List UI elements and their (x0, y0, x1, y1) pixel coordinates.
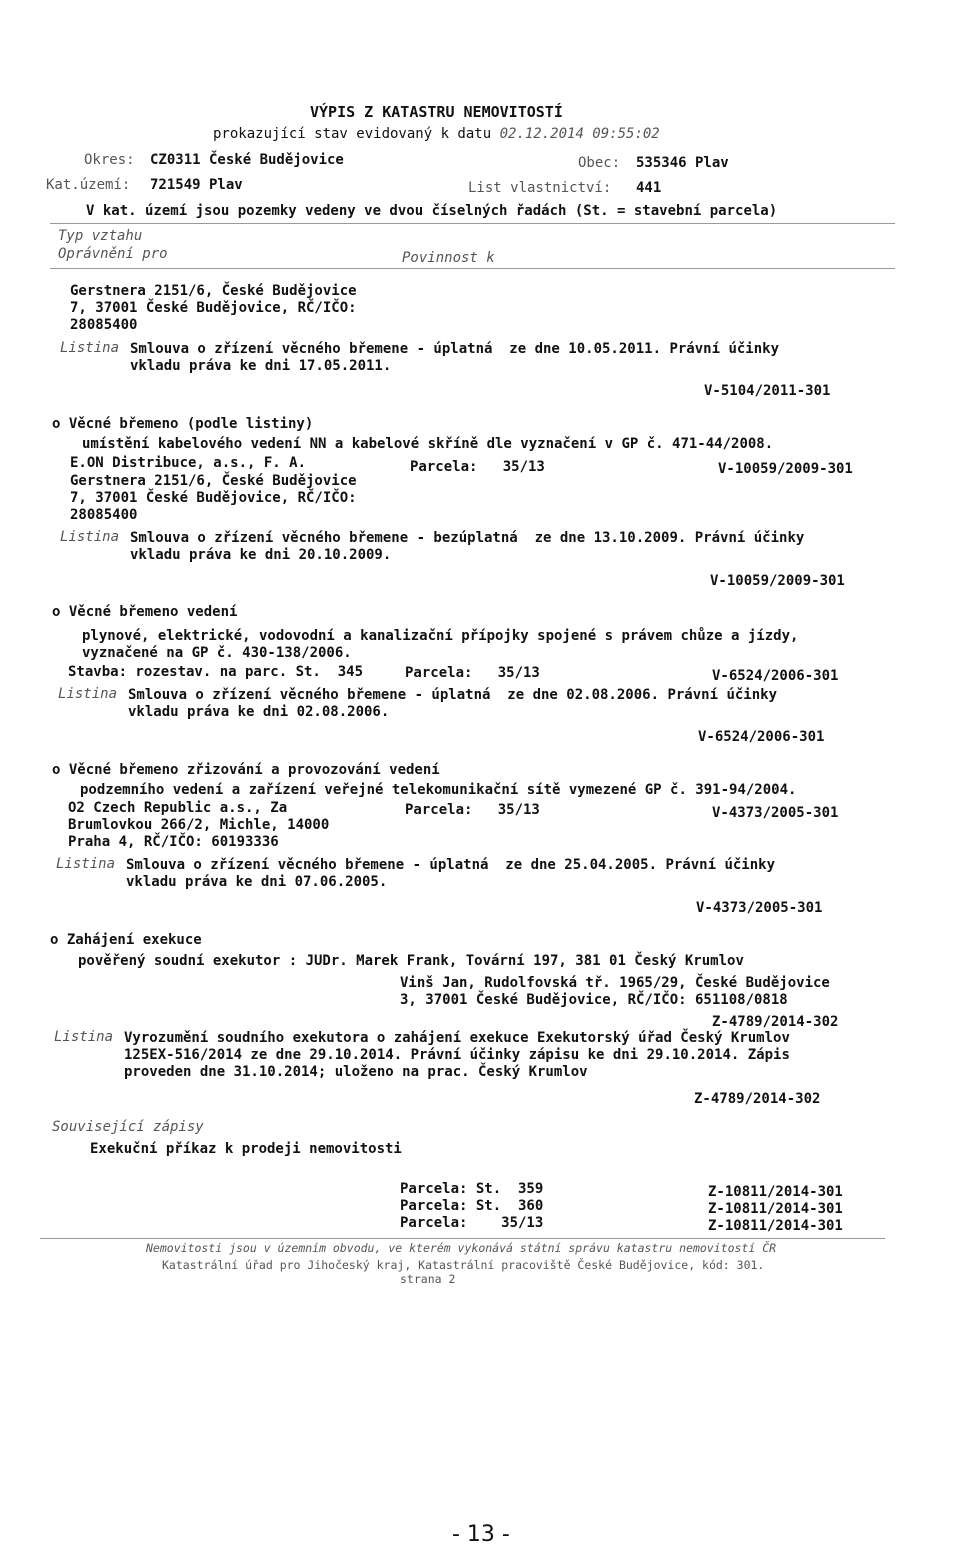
related-item: Exekuční příkaz k prodeji nemovitosti (90, 1141, 402, 1157)
entry1-ref: V-5104/2011-301 (704, 383, 831, 399)
entry1-party-line3: 28085400 (70, 317, 138, 333)
related-parcela-3: Parcela: 35/13 (400, 1215, 544, 1231)
entry5-listina-line1: Vyrozumění soudního exekutora o zahájení exekuce Exekutorský úřad Český Krumlov (124, 1030, 790, 1046)
entry3-listina-line1: Smlouva o zřízení věcného břemene - úplatná ze dne 02.08.2006. Právní účinky (128, 687, 778, 703)
footer-line1: Nemovitosti jsou v územním obvodu, ve kterém vykonává státní správu katastru nemovitostí ČR (146, 1241, 777, 1255)
related-parcela-ref-3: Z-10811/2014-301 (708, 1218, 843, 1234)
entry2-parcela: Parcela: 35/13 (410, 459, 545, 475)
related-parcela-ref-2: Z-10811/2014-301 (708, 1201, 843, 1217)
entry5-party-line1: Vinš Jan, Rudolfovská tř. 1965/29, České Budějovice (400, 975, 830, 991)
document-subtitle (213, 126, 660, 143)
entry2-listina-line1: Smlouva o zřízení věcného břemene - bezúplatná ze dne 13.10.2009. Právní účinky (130, 530, 805, 546)
footer-divider (40, 1238, 885, 1239)
columns-divider (50, 268, 895, 269)
kat-value: 721549 Plav (150, 177, 243, 193)
entry3-parcela-ref: V-6524/2006-301 (712, 668, 839, 684)
entry4-party-line2: Brumlovkou 266/2, Michle, 14000 (68, 817, 330, 833)
entry1-listina-line2: vkladu práva ke dni 17.05.2011. (130, 358, 392, 374)
entry1-listina-label: Listina (60, 340, 120, 356)
obec-value: 535346 Plav (636, 155, 729, 171)
entry3-description-line1: plynové, elektrické, vodovodní a kanalizační přípojky spojené s právem chůze a jízdy, (82, 628, 799, 644)
footer-line2: Katastrální úřad pro Jihočeský kraj, Katastrální pracoviště České Budějovice, kód: 301. (162, 1258, 765, 1272)
entry2-party-line3: 28085400 (70, 507, 138, 523)
entry3-title: o Věcné břemeno vedení (52, 604, 238, 620)
related-parcela-1: Parcela: St. 359 (400, 1181, 544, 1197)
entry3-parcela: Parcela: 35/13 (405, 665, 540, 681)
entry4-listina-label: Listina (56, 856, 116, 872)
entry3-listina-line2: vkladu práva ke dni 02.08.2006. (128, 704, 390, 720)
entry4-party-line1: O2 Czech Republic a.s., Za (68, 800, 288, 816)
header-divider (50, 223, 895, 224)
okres-value: CZ0311 České Budějovice (150, 152, 344, 168)
column-typ-vztahu: Typ vztahu (58, 228, 143, 244)
entry4-description: podzemního vedení a zařízení veřejné telekomunikační sítě vymezené GP č. 391-94/2004. (80, 782, 797, 798)
entry1-party-line1: Gerstnera 2151/6, České Budějovice (70, 283, 357, 299)
entry2-listina-line2: vkladu práva ke dni 20.10.2009. (130, 547, 392, 563)
entry2-listina-label: Listina (60, 529, 120, 545)
footer-line3: strana 2 (400, 1272, 456, 1286)
entry4-parcela-ref: V-4373/2005-301 (712, 805, 839, 821)
entry2-description: umístění kabelového vedení NN a kabelové skříně dle vyznačení v GP č. 471-44/2008. (82, 436, 774, 452)
kat-label: Kat.území: (46, 177, 131, 193)
entry2-party-line2: 7, 37001 České Budějovice, RČ/IČO: (70, 490, 357, 506)
entry3-ref: V-6524/2006-301 (698, 729, 825, 745)
entry1-listina-line1: Smlouva o zřízení věcného břemene - úplatná ze dne 10.05.2011. Právní účinky (130, 341, 780, 357)
column-opravneni-pro: Oprávnění pro (58, 246, 168, 262)
subtitle-text: prokazující stav evidovaný k datu (213, 126, 492, 142)
related-label: Související zápisy (52, 1119, 204, 1135)
entry2-company: E.ON Distribuce, a.s., F. A. (70, 455, 307, 471)
lv-label: List vlastnictví: (468, 180, 612, 196)
entry2-parcela-ref: V-10059/2009-301 (718, 461, 853, 477)
entry5-ref: Z-4789/2014-302 (694, 1091, 821, 1107)
entry2-ref: V-10059/2009-301 (710, 573, 845, 589)
entry4-listina-line1: Smlouva o zřízení věcného břemene - úplatná ze dne 25.04.2005. Právní účinky (126, 857, 776, 873)
entry4-parcela: Parcela: 35/13 (405, 802, 540, 818)
column-povinnost-k: Povinnost k (402, 250, 495, 266)
related-parcela-2: Parcela: St. 360 (400, 1198, 544, 1214)
entry2-title: o Věcné břemeno (podle listiny) (52, 416, 314, 432)
entry5-title: o Zahájení exekuce (50, 932, 202, 948)
document-title: VÝPIS Z KATASTRU NEMOVITOSTÍ (310, 103, 563, 121)
entry3-description-line2: vyznačené na GP č. 430-138/2006. (82, 645, 352, 661)
entry5-party-ref: Z-4789/2014-302 (712, 1014, 839, 1030)
entry5-listina-line3: proveden dne 31.10.2014; uloženo na prac. Český Krumlov (124, 1064, 588, 1080)
entry5-party-line2: 3, 37001 České Budějovice, RČ/IČO: 651108/0818 (400, 992, 788, 1008)
entry3-stavba: Stavba: rozestav. na parc. St. 345 (68, 664, 364, 680)
entry4-title: o Věcné břemeno zřizování a provozování vedení (52, 762, 440, 778)
numbering-note: V kat. území jsou pozemky vedeny ve dvou číselných řadách (St. = stavební parcela) (86, 203, 778, 219)
entry5-listina-label: Listina (54, 1029, 114, 1045)
related-parcela-ref-1: Z-10811/2014-301 (708, 1184, 843, 1200)
entry1-party-line2: 7, 37001 České Budějovice, RČ/IČO: (70, 300, 357, 316)
entry2-party-line1: Gerstnera 2151/6, České Budějovice (70, 473, 357, 489)
okres-label: Okres: (84, 152, 135, 168)
entry3-listina-label: Listina (58, 686, 118, 702)
page-number: - 13 - (452, 1522, 510, 1547)
subtitle-date: 02.12.2014 09:55:02 (499, 126, 660, 142)
lv-value: 441 (636, 180, 662, 196)
entry4-listina-line2: vkladu práva ke dni 07.06.2005. (126, 874, 388, 890)
entry4-ref: V-4373/2005-301 (696, 900, 823, 916)
entry4-party-line3: Praha 4, RČ/IČO: 60193336 (68, 834, 279, 850)
obec-label: Obec: (578, 155, 621, 171)
entry5-listina-line2: 125EX-516/2014 ze dne 29.10.2014. Právní účinky zápisu ke dni 29.10.2014. Zápis (124, 1047, 790, 1063)
entry5-exekutor: pověřený soudní exekutor : JUDr. Marek Frank, Tovární 197, 381 01 Český Krumlov (78, 953, 744, 969)
